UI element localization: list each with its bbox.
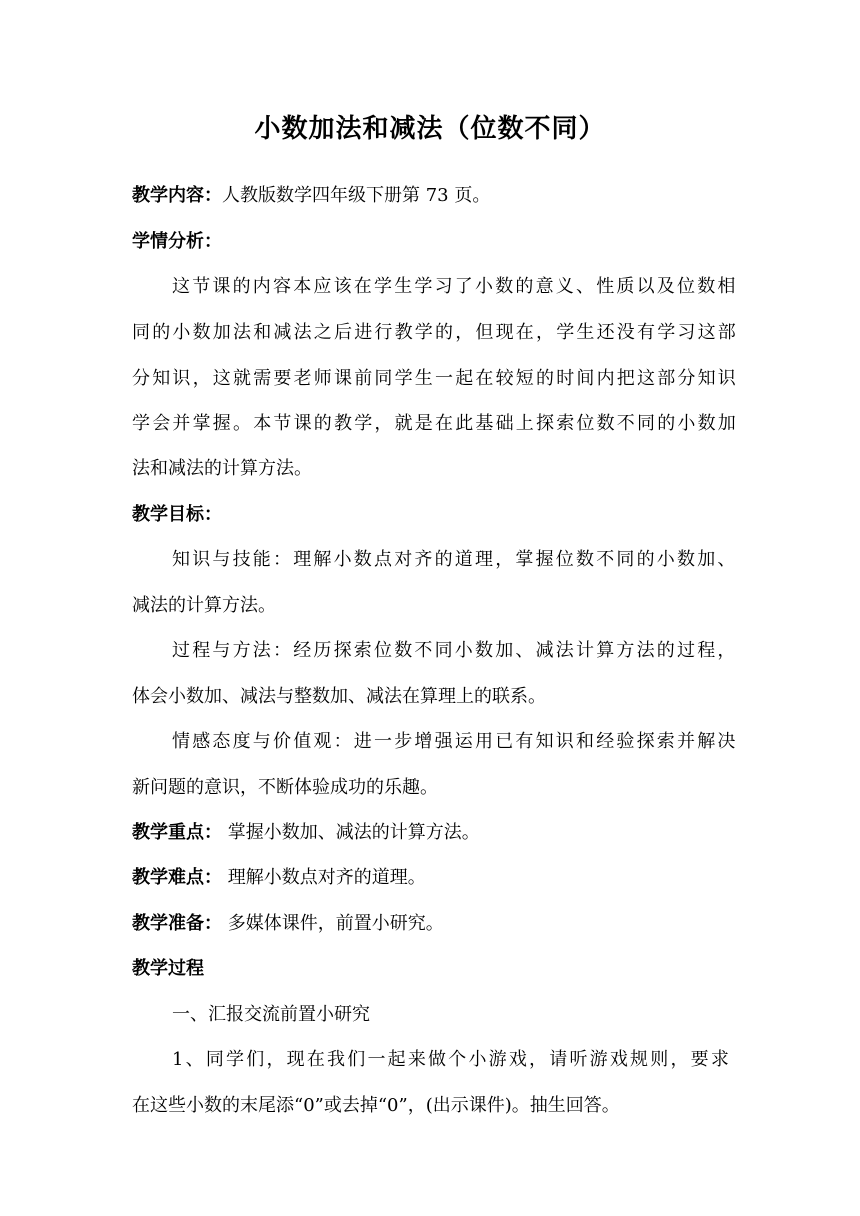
- goals-line-6: 新问题的意识，不断体验成功的乐趣。: [132, 777, 438, 798]
- analysis-heading: 学情分析：: [132, 231, 222, 252]
- process-line-2: 1、同学们，现在我们一起来做个小游戏，请听游戏规则，要求: [172, 1049, 732, 1070]
- difficulty-label: 教学难点：: [132, 867, 222, 888]
- preparation-line: [132, 912, 732, 936]
- teaching-content-line: [132, 184, 732, 208]
- key-point-text: 掌握小数加、减法的计算方法。: [222, 822, 480, 843]
- preparation-text: 多媒体课件，前置小研究。: [222, 913, 444, 934]
- process-heading: 教学过程: [132, 958, 204, 979]
- key-point-line: [132, 821, 732, 845]
- goals-line-5: 情感态度与价值观：进一步增强运用已有知识和经验探索并解决: [172, 731, 738, 752]
- document-title: 小数加法和减法（位数不同）: [254, 114, 606, 144]
- difficulty-text: 理解小数点对齐的道理。: [222, 867, 426, 888]
- teaching-content-label: 教学内容：: [132, 185, 222, 206]
- teaching-content-text: 人教版数学四年级下册第 73 页。: [222, 185, 491, 206]
- difficulty-line: [132, 866, 732, 890]
- analysis-line-4: 学会并掌握。本节课的教学，就是在此基础上探索位数不同的小数加: [132, 413, 738, 434]
- preparation-label: 教学准备：: [132, 913, 222, 934]
- goals-line-2: 减法的计算方法。: [132, 595, 276, 616]
- analysis-line-3: 分知识，这就需要老师课前同学生一起在较短的时间内把这部分知识: [132, 368, 738, 389]
- goals-line-4: 体会小数加、减法与整数加、减法在算理上的联系。: [132, 686, 546, 707]
- process-line-3: 在这些小数的末尾添“0”或去掉“0”，(出示课件)。抽生回答。: [132, 1095, 620, 1116]
- process-line-1: 一、汇报交流前置小研究: [172, 1004, 370, 1025]
- analysis-line-1: 这节课的内容本应该在学生学习了小数的意义、性质以及位数相: [172, 276, 738, 297]
- goals-line-1: 知识与技能：理解小数点对齐的道理，掌握位数不同的小数加、: [172, 549, 738, 570]
- goals-line-3: 过程与方法：经历探索位数不同小数加、减法计算方法的过程，: [172, 640, 738, 661]
- analysis-line-5: 法和减法的计算方法。: [132, 458, 312, 479]
- goals-heading: 教学目标：: [132, 504, 222, 525]
- key-point-label: 教学重点：: [132, 822, 222, 843]
- analysis-line-2: 同的小数加法和减法之后进行教学的，但现在，学生还没有学习这部: [132, 322, 738, 343]
